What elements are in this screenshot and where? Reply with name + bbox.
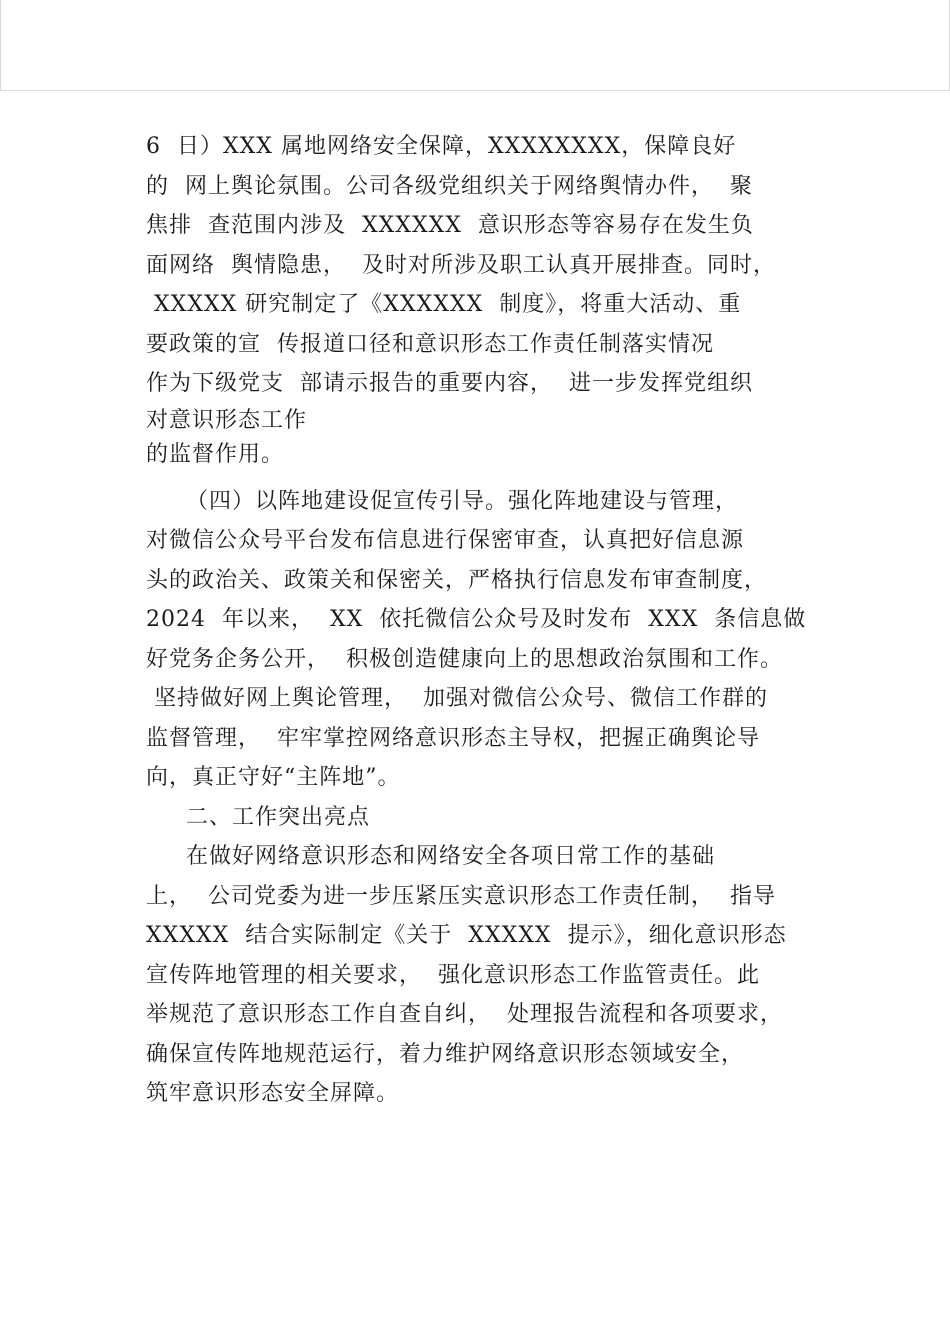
text-line: XXXXX 结合实际制定《关于 XXXXX 提示》，细化意识形态 [146,923,787,948]
text-line: 的监督作用。 [146,441,285,467]
text-line: 坚持做好网上舆论管理， 加强对微信公众号、微信工作群的 [146,686,768,711]
text-line: 对意识形态工作 [146,407,308,433]
text-line: 2024 年以来， XX 依托微信公众号及时发布 XXX 条信息做 [146,607,807,632]
text-line: 确保宣传阵地规范运行，着力维护网络意识形态领域安全， [146,1041,745,1067]
text-line: 向，真正守好“主阵地”。 [146,765,401,790]
text-line: 对微信公众号平台发布信息进行保密审查，认真把好信息源 [146,528,745,553]
text-line: 焦排 查范围内涉及 XXXXXX 意识形态等容易存在发生负 [146,213,754,238]
text-line: 好党务企务公开， 积极创造健康向上的思想政治氛围和工作。 [146,646,783,672]
text-line: 在做好网络意识形态和网络安全各项日常工作的基础 [146,844,715,869]
document-body [146,127,826,1114]
text-line: 举规范了意识形态工作自查自纠， 处理报告流程和各项要求， [146,1002,783,1027]
text-line: 头的政治关、政策关和保密关，严格执行信息发布审查制度， [146,567,768,593]
text-line: 6 日）XXX 属地网络安全保障，XXXXXXXX，保障良好 [146,134,737,159]
paragraph-block-1 [146,127,826,472]
section-heading: 二、工作突出亮点 [146,804,370,830]
text-line: 要政策的宣 传报道口径和意识形态工作责任制落实情况 [146,331,714,357]
text-line: 监督管理， 牢牢掌控网络意识形态主导权，把握正确舆论导 [146,725,760,751]
text-line: （四）以阵地建设促宣传引导。强化阵地建设与管理， [146,488,738,514]
paragraph-block-2 [146,482,826,798]
paragraph-block-3 [146,837,826,1114]
text-line: 面网络 舆情隐患， 及时对所涉及职工认真开展排查。同时， [146,252,776,278]
text-line: 的 网上舆论氛围。公司各级党组织关于网络舆情办件， 聚 [146,173,753,199]
previous-page-edge [0,0,950,91]
text-line: 上， 公司党委为进一步压紧压实意识形态工作责任制， 指导 [146,883,776,909]
text-line: 作为下级党支 部请示报告的重要内容， 进一步发挥党组织 [146,371,753,396]
text-line: 筑牢意识形态安全屏障。 [146,1081,400,1106]
text-line: 宣传阵地管理的相关要求， 强化意识形态工作监管责任。此 [146,962,760,988]
text-line: XXXXX 研究制定了《XXXXXX 制度》，将重大活动、重 [146,292,742,317]
